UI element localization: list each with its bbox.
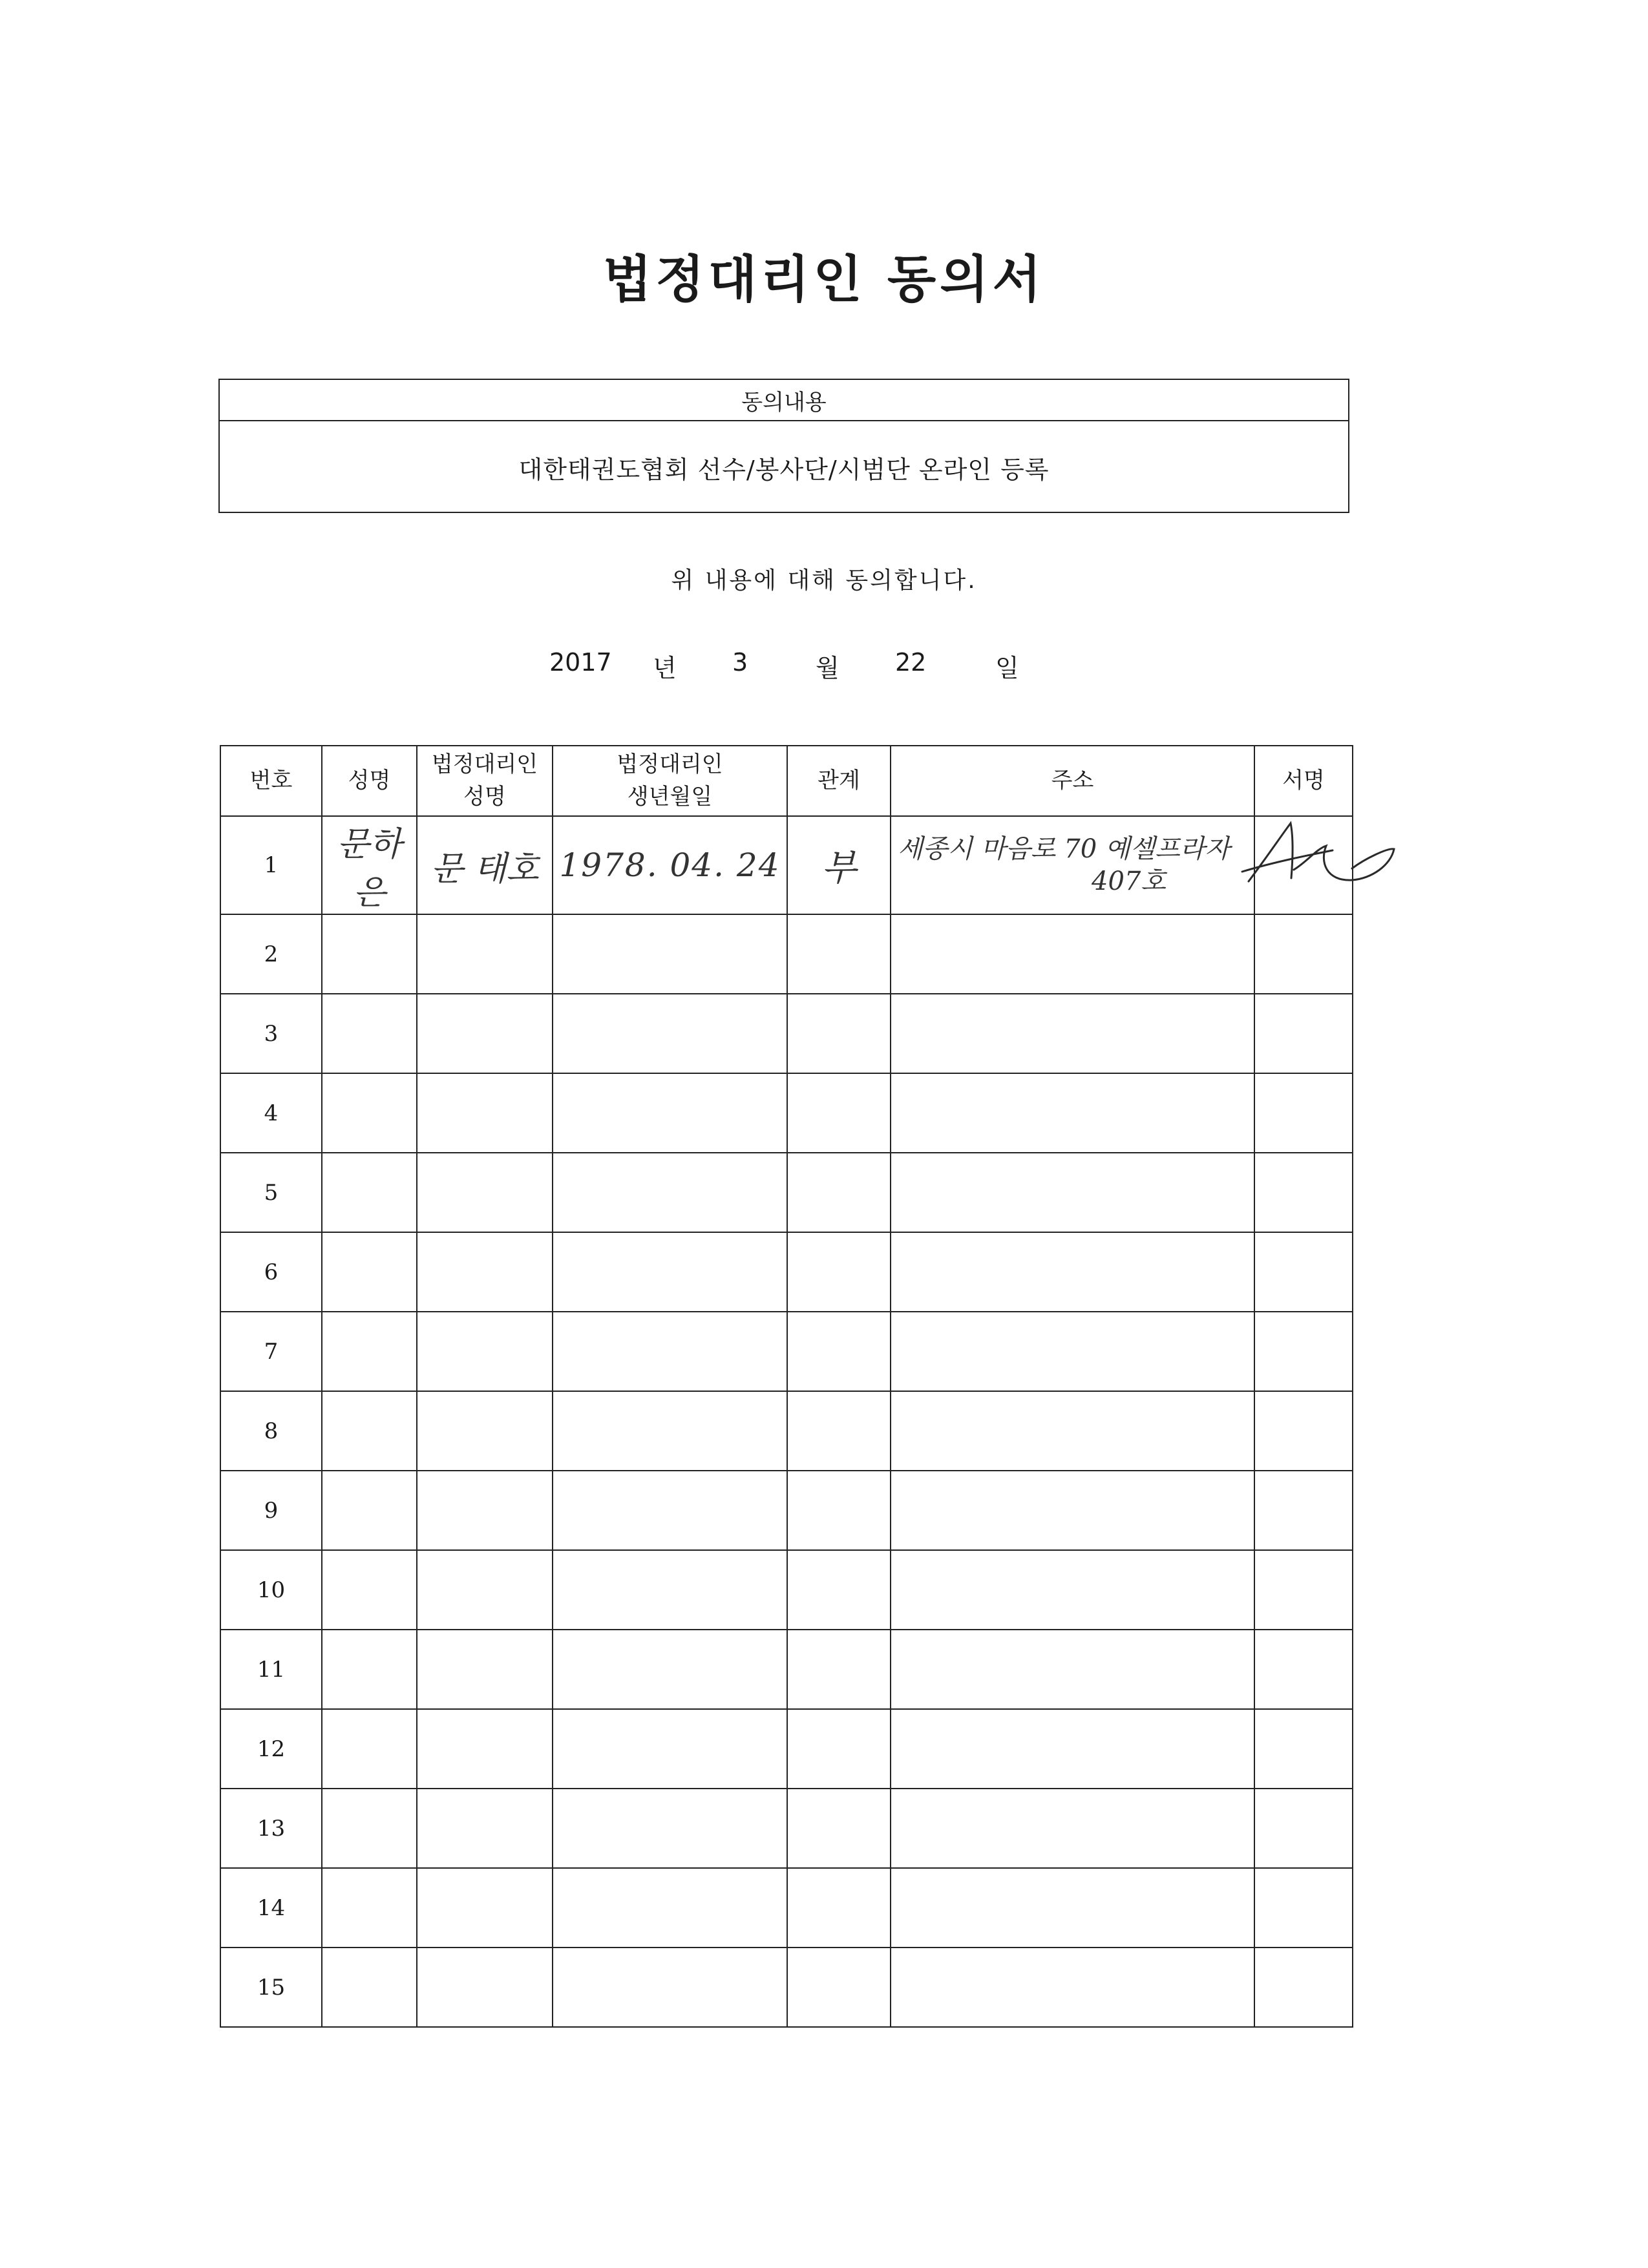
cell-address [891, 914, 1254, 994]
cell-signature [1254, 1868, 1353, 1948]
cell-relation [787, 1550, 891, 1630]
cell-signature [1254, 1312, 1353, 1391]
cell-signature [1254, 1789, 1353, 1868]
table-row [220, 914, 1353, 994]
cell-guardian-name [417, 994, 553, 1073]
cell-address [891, 1073, 1254, 1153]
cell-relation [787, 1471, 891, 1550]
table-row [220, 1232, 1353, 1312]
agree-statement: 위 내용에 대해 동의합니다. [671, 567, 977, 594]
cell-no: 11 [220, 1630, 322, 1709]
table-row [220, 1868, 1353, 1948]
cell-guardian-birth [553, 914, 787, 994]
cell-name [322, 1073, 417, 1153]
cell-name [322, 1471, 417, 1550]
table-row [220, 1709, 1353, 1789]
cell-guardian-birth [553, 1868, 787, 1948]
cell-address [891, 1471, 1254, 1550]
date-day: 22 [895, 648, 927, 677]
cell-signature [1254, 1709, 1353, 1789]
table-row [220, 1312, 1353, 1391]
cell-guardian-name [417, 1709, 553, 1789]
cell-signature [1254, 1391, 1353, 1471]
handwritten-name: 문하은 [337, 825, 402, 912]
cell-relation [787, 1630, 891, 1709]
cell-name [322, 994, 417, 1073]
cell-guardian-birth [553, 1073, 787, 1153]
cell-address [891, 1948, 1254, 2027]
cell-no: 8 [220, 1391, 322, 1471]
cell-signature [1254, 1232, 1353, 1312]
cell-relation [787, 1948, 891, 2027]
cell-address [891, 816, 1254, 914]
date-month: 3 [732, 648, 748, 677]
cell-address [891, 1789, 1254, 1868]
cell-guardian-name [417, 1232, 553, 1312]
cell-address [891, 994, 1254, 1073]
cell-no: 3 [220, 994, 322, 1073]
header-guardian-name-line2: 성명 [463, 783, 506, 810]
cell-signature [1254, 1153, 1353, 1232]
cell-guardian-name [417, 1868, 553, 1948]
cell-address [891, 1153, 1254, 1232]
table-row [220, 1471, 1353, 1550]
cell-guardian-name [417, 1550, 553, 1630]
consent-box [218, 379, 1349, 513]
cell-no: 2 [220, 914, 322, 994]
cell-no: 6 [220, 1232, 322, 1312]
table-row [220, 994, 1353, 1073]
cell-relation [787, 1153, 891, 1232]
handwritten-address [891, 833, 1254, 898]
cell-address [891, 1709, 1254, 1789]
cell-guardian-birth [553, 1232, 787, 1312]
cell-no: 14 [220, 1868, 322, 1948]
cell-guardian-name [417, 1391, 553, 1471]
cell-guardian-birth [553, 1789, 787, 1868]
header-no: 번호 [220, 746, 322, 816]
cell-address [891, 1312, 1254, 1391]
cell-relation [787, 816, 891, 914]
cell-guardian-birth [553, 1630, 787, 1709]
cell-signature [1254, 816, 1353, 914]
cell-signature [1254, 914, 1353, 994]
cell-no: 9 [220, 1471, 322, 1550]
cell-name [322, 1312, 417, 1391]
header-guardian-birth-line2: 생년월일 [627, 783, 713, 810]
cell-name [322, 1948, 417, 2027]
cell-guardian-name [417, 1630, 553, 1709]
cell-signature [1254, 994, 1353, 1073]
cell-signature [1254, 1073, 1353, 1153]
header-guardian-birth-line1: 법정대리인 [617, 751, 723, 778]
cell-signature [1254, 1471, 1353, 1550]
cell-guardian-birth [553, 994, 787, 1073]
handwritten-relation: 부 [821, 847, 857, 889]
cell-guardian-birth [553, 1312, 787, 1391]
cell-relation [787, 1312, 891, 1391]
guardian-table [220, 745, 1353, 2028]
cell-no: 7 [220, 1312, 322, 1391]
cell-no: 15 [220, 1948, 322, 2027]
cell-relation [787, 994, 891, 1073]
cell-guardian-birth [553, 1153, 787, 1232]
cell-name [322, 1630, 417, 1709]
cell-guardian-name [417, 1948, 553, 2027]
header-guardian-name-line1: 법정대리인 [431, 751, 538, 778]
handwritten-guardian-name: 문 태호 [430, 849, 539, 888]
table-row [220, 1789, 1353, 1868]
cell-guardian-name [417, 1789, 553, 1868]
cell-guardian-name [417, 914, 553, 994]
cell-name [322, 1153, 417, 1232]
consent-header: 동의내용 [220, 380, 1348, 421]
cell-signature [1254, 1948, 1353, 2027]
cell-guardian-birth [553, 1709, 787, 1789]
cell-guardian-name [417, 1471, 553, 1550]
cell-relation [787, 1868, 891, 1948]
cell-guardian-name [417, 1153, 553, 1232]
handwritten-address-line2: 407호 [1092, 866, 1166, 896]
header-signature: 서명 [1254, 746, 1353, 816]
cell-relation [787, 1391, 891, 1471]
cell-no: 12 [220, 1709, 322, 1789]
cell-address [891, 1550, 1254, 1630]
header-name: 성명 [322, 746, 417, 816]
cell-name [322, 914, 417, 994]
cell-no: 1 [220, 816, 322, 914]
header-relation: 관계 [787, 746, 891, 816]
cell-guardian-name [417, 1073, 553, 1153]
cell-guardian-name [417, 816, 553, 914]
cell-no: 5 [220, 1153, 322, 1232]
cell-guardian-birth [553, 1550, 787, 1630]
header-guardian-birth [553, 746, 787, 816]
cell-guardian-birth [553, 816, 787, 914]
date-month-unit: 월 [816, 654, 840, 682]
cell-relation [787, 1709, 891, 1789]
table-row [220, 816, 1353, 914]
cell-address [891, 1630, 1254, 1709]
header-guardian-name [417, 746, 553, 816]
consent-content: 대한태권도협회 선수/봉사단/시범단 온라인 등록 [518, 455, 1050, 484]
cell-relation [787, 1789, 891, 1868]
date-day-unit: 일 [995, 654, 1019, 682]
cell-guardian-name [417, 1312, 553, 1391]
cell-address [891, 1868, 1254, 1948]
cell-signature [1254, 1550, 1353, 1630]
table-row [220, 1550, 1353, 1630]
page-title: 법정대리인 동의서 [603, 251, 1045, 309]
header-address: 주소 [891, 746, 1254, 816]
table-row [220, 1948, 1353, 2027]
cell-name [322, 1789, 417, 1868]
cell-guardian-birth [553, 1948, 787, 2027]
cell-guardian-birth [553, 1471, 787, 1550]
cell-relation [787, 914, 891, 994]
handwritten-address-line1: 세종시 마음로 70 예셀프라자 [898, 834, 1231, 864]
cell-guardian-birth [553, 1391, 787, 1471]
cell-no: 4 [220, 1073, 322, 1153]
cell-name [322, 1868, 417, 1948]
table-row [220, 1153, 1353, 1232]
table-row [220, 1630, 1353, 1709]
cell-relation [787, 1073, 891, 1153]
cell-no: 10 [220, 1550, 322, 1630]
date-year-unit: 년 [653, 654, 677, 682]
cell-no: 13 [220, 1789, 322, 1868]
table-row [220, 1073, 1353, 1153]
cell-name [322, 816, 417, 914]
table-row [220, 1391, 1353, 1471]
cell-signature [1254, 1630, 1353, 1709]
date-year: 2017 [549, 648, 612, 677]
cell-address [891, 1232, 1254, 1312]
handwritten-signature-icon [1229, 810, 1397, 894]
cell-name [322, 1550, 417, 1630]
table-header-row [220, 746, 1353, 816]
cell-name [322, 1232, 417, 1312]
cell-name [322, 1391, 417, 1471]
cell-name [322, 1709, 417, 1789]
cell-address [891, 1391, 1254, 1471]
cell-relation [787, 1232, 891, 1312]
handwritten-guardian-birth: 1978. 04. 24 [559, 846, 781, 884]
